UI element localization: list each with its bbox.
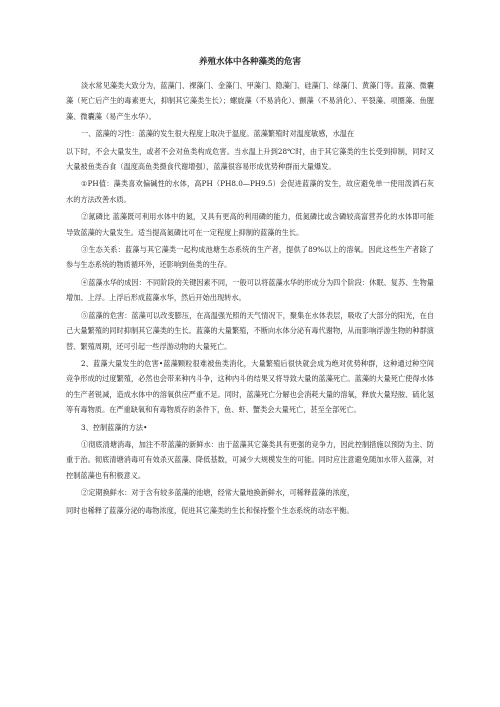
paragraph-control-heading: 3、控制蓝藻的方法• [81,422,148,432]
paragraph-nitrogen-phosphorus: ②氮磷比 蓝藻既可利用水体中的氮，又具有更高的利用磷的能力，低氮磷比或含磷较高富营养化的水体即可能导致蓝藻的大量发生。适当提高氮磷比可在一定程度上抑制的蓝藻的生长。 [66,212,434,237]
document-title: 养殖水体中各种藻类的危害 [198,57,301,67]
paragraph-bloom-cause: ④蓝藻水华的成因：不同阶段的关键因素不同，一般可以将蓝藻水华的形成分为四个阶段：休眠、复苏、生物量增加、上浮。上浮后形成蓝藻水华，然后开始出现转水。 [66,277,434,303]
paragraph-control-water-change: ②定期换鲜水：对于含有较多蓝藻的池塘，经常大量地换新鲜水，可稀释蓝藻的浓度， [81,488,355,498]
paragraph-temperature: 以下时，不会大量发生，或者不会对鱼类构成危害。当水温上升到28℃时，由于其它藻类的生长受到抑制，同时又大量被鱼类吞食（温度高鱼类摄食代谢增强），蓝藻很容易形成优势种群而大量爆发。 [66,146,434,172]
paragraph-harm: ⑤蓝藻的危害：蓝藻可以改变膨压，在高温强光照的天气情况下，聚集在水体表层，吸收了大部分的阳光，在自己大量繁殖的同时抑制其它藻类的生长。蓝藻的大量繁殖，不断向水体分泌有毒代谢物，从而影响浮游生物的种群演替、繁殖周期，还可引起一些浮游动物的大量死亡。 [66,310,434,351]
paragraph-control-dilute: 同时也稀释了蓝藻分泌的毒物浓度，促进其它藻类的生长和保持整个生态系统的动态平衡。 [66,505,354,515]
paragraph-control-disinfect: ①彻底清塘消毒，加注不带蓝藻的新鲜水：由于蓝藻其它藻类具有更强的竞争力，因此控制措施以预防为主、防重于治。彻底清塘消毒可有效杀灭蓝藻、降低基数，可减少大规模发生的可能。同时应注意避免随加水带入蓝藻，对控制蓝藻也有积极意义。 [66,439,434,480]
paragraph-mass-harm: 2、蓝藻大量发生的危害•蓝藻颗粒很难被鱼类消化，大量繁殖后很快就会成为绝对优势种群，这种通过种空间竞争形成的过度繁殖，必然也会带来种内斗争，这种内斗的结果又将导致大量的蓝藻死亡。蓝藻的大量死亡使得水体的生产者锐减，造成水体中的溶氧供应严重不足。同时，蓝藻死亡分解也会消耗大量的溶氧，释放大量羟胺、硫化氢等有毒物质。在严重缺氧和有毒物质存的条件下，鱼、虾、蟹类会大量死亡，甚至全部死亡。 [66,358,434,415]
paragraph-ph: ①PH值：藻类喜欢偏碱性的水体，高PH（PH8.0—PH9.5）会促进蓝藻的发生，故应避免单一使用泼洒石灰水的方法改善水质。 [66,179,434,204]
paragraph-intro: 淡水常见藻类大致分为，蓝藻门、裸藻门、金藻门、甲藻门、隐藻门、硅藻门、绿藻门、黄藻门等。蓝藻、微囊藻（死亡后产生的毒素更大，抑制其它藻类生长）；螺旋藻（不易消化）、颤藻（不易消化）、平裂藻、项圈藻、鱼腥藻、微囊藻（易产生水华）。 [66,81,434,121]
paragraph-habit: 一、蓝藻的习性：蓝藻的发生很大程度上取决于温度。蓝藻繁殖时对温度敏感，水温在 [81,129,355,139]
paragraph-ecology: ③生态关系：蓝藻与其它藻类一起构成池塘生态系统的生产者，提供了89%以上的溶氧。因此这些生产者除了参与生态系统的物质循环外，还影响到鱼类的生存。 [66,245,434,270]
